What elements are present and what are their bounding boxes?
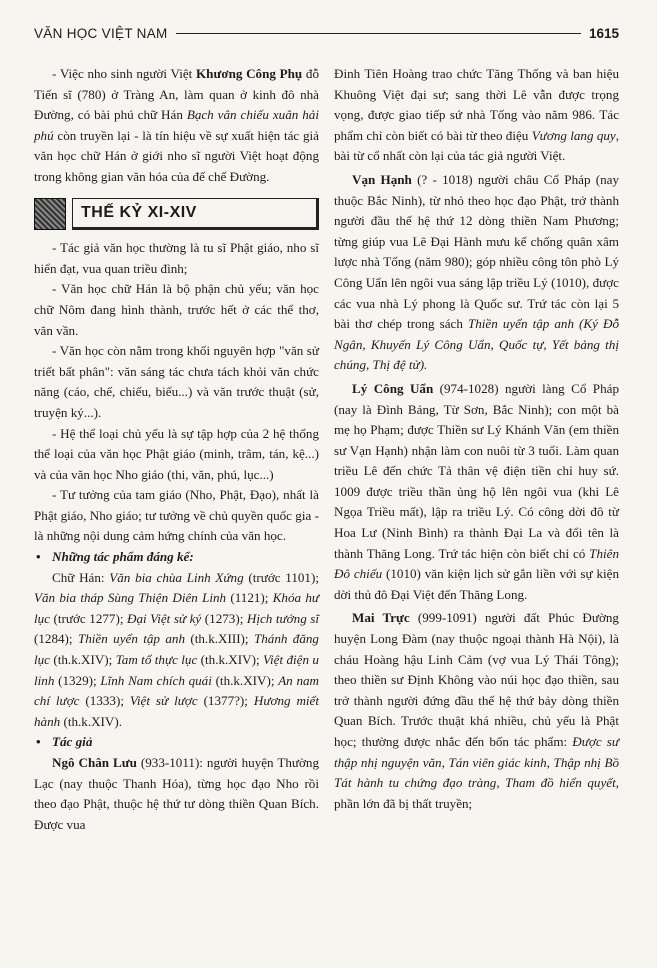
- decorative-pattern-icon: [34, 198, 66, 230]
- characteristic-5: - Tư tưởng của tam giáo (Nho, Phật, Đạo), nhất là Phật giáo, Nho giáo; tư tưởng về chủ quyền quốc gia - là những nội dung cảm hứng chính của văn học.: [34, 487, 319, 544]
- author-van-hanh: Vạn Hạnh (? - 1018) người châu Cổ Pháp (nay thuộc Bắc Ninh), từ nhỏ theo học đạo Phật, trở thành người đầu thế hệ thứ 12 dòng thiền Nam Phương; từng giúp vua Lê Đại Hành mưu kế chống quân xâm lược nhà Tống (năm 980); góp nhiều công tôn phò Lý Công Uẩn lên ngôi vua sáng lập triều Lý (1010), được các vua nhà Lý phong là Quốc sư. Trứ tác còn lại 5 bài thơ chép trong sách Thiền uyển tập anh (Ký Đỗ Ngân, Khuyến Lý Công Uẩn, Quốc tự, Yết bảng thị chúng, Thị đệ tử).: [334, 171, 619, 373]
- works-heading: • Những tác phẩm đáng kể:: [36, 547, 319, 568]
- authors-heading: • Tác giả: [36, 732, 319, 753]
- bullet-icon: •: [36, 549, 41, 565]
- author-ly-cong-uan: Lý Công Uẩn (974-1028) người làng Cổ Pháp (nay là Đình Bảng, Từ Sơn, Bắc Ninh); con một bà mẹ họ Phạm; được Thiền sư Lý Khánh Văn (em thiền sư Vạn Hạnh) nhận làm con nuôi từ 3 tuổi. Làm quan triều Lê đến chức Tả thân vệ điện tiền chỉ huy sứ. 1009 được triều thần ủng hộ lên ngôi vua (khi Lê Ngọa Triều mất), lập ra triều Lý. Có công dời đô từ Hoa Lư (Ninh Bình) ra thành Đại La và đổi tên là thành Thăng Long. Trứ tác hiện còn biết chỉ có Thiên Đô chiếu (1010) văn kiện lịch sử gắn liền với sự kiện dời thủ đô Đại Việt đến Thăng Long.: [334, 380, 619, 602]
- left-column: [34, 64, 319, 835]
- author-ngo-chan-luu: Ngô Chân Lưu (933-1011): người huyện Thường Lạc (nay thuộc Thanh Hóa), từng học đạo Nho rồi theo đạo Phật, thuộc hệ thứ tư dòng thiền Quan Bích. Được vua: [34, 755, 319, 832]
- header-title: VĂN HỌC VIỆT NAM: [34, 25, 168, 41]
- author-mai-truc: Mai Trực (999-1091) người đất Phúc Đường huyện Long Đàm (nay thuộc ngoại thành Hà Nội), là cháu Hoàng hậu Linh Cảm (vợ vua Lý Thái Tông); theo thiền sư Định Không vào núi học đạo thiền, sau trở thành người đứng đầu thế hệ thứ bảy dòng thiền Quan Bích. Trước thuật khá nhiều, chủ yếu là Phật học; thường được nhắc đến bốn tác phẩm: Được sư thập nhị nguyện văn, Tán viên giác kinh, Thập nhị Bồ Tát hành tu chứng đạo tràng, Tham đồ hiển quyết, phần lớn đã bị thất truyền;: [334, 610, 619, 811]
- works-list: Chữ Hán: Văn bia chùa Linh Xứng (trước 1101); Văn bia tháp Sùng Thiện Diên Linh (1121); Khóa hư lục (trước 1277); Đại Việt sử ký (1273); Hịch tướng sĩ (1284); Thiền uyển tập anh (th.k.XIII); Thánh đăng lục (th.k.XIV); Tam tổ thực lục (th.k.XIV); Việt điện u linh (1329); Lĩnh Nam chích quái (th.k.XIV); An nam chí lược (1333); Việt sử lược (1377?); Hương miết hành (th.k.XIV).: [34, 569, 320, 729]
- two-column-body: [34, 64, 619, 835]
- author-ngo-chan-luu-cont: Đinh Tiên Hoàng trao chức Tăng Thống và ban hiệu Khuông Việt đại sư; sang thời Lê vẫn được trọng vọng, được giao tiếp sứ nhà Tống vào năm 986. Tác phẩm chỉ còn biết có bài từ theo điệu Vương lang quy, bài từ cổ nhất còn lại của tác giả người Việt.: [334, 66, 620, 164]
- characteristic-4: - Hệ thể loại chủ yếu là sự tập hợp của 2 hệ thống thể loại của văn học Phật giáo (minh, trâm, tán, kệ...) và của văn học Nho giáo (thi, văn, phú, lục...): [34, 425, 319, 482]
- page-number: 1615: [588, 25, 619, 41]
- section-title: THẾ KỶ XI-XIV: [72, 198, 319, 231]
- right-column: [334, 64, 619, 835]
- section-heading: [34, 198, 319, 231]
- bullet-icon: •: [36, 734, 41, 750]
- characteristic-1: - Tác giả văn học thường là tu sĩ Phật giáo, nho sĩ hiển đạt, vua quan triều đình;: [34, 240, 319, 276]
- characteristic-2: - Văn học chữ Hán là bộ phận chủ yếu; văn học chữ Nôm đang hình thành, trước hết ở các thể thơ, văn vần.: [34, 281, 319, 338]
- running-header: [34, 22, 619, 44]
- header-rule: [176, 33, 581, 34]
- characteristic-3: - Văn học còn nằm trong khối nguyên hợp "văn sử triết bất phân": văn sáng tác chưa tách khỏi văn chức năng (cáo, chế, chiếu, biểu...) và văn trước thuật (sử, truyện ký...).: [34, 343, 319, 420]
- paragraph-khuong-cong-phu: - Việc nho sinh người Việt Khương Công Phụ đỗ Tiến sĩ (780) ở Tràng An, làm quan ở kinh đô nhà Đường, có bài phú chữ Hán Bạch vân chiếu xuân hải phú còn truyền lại - là tín hiệu về sự xuất hiện tác giả văn học chữ Hán ở giới nho sĩ người Việt hoạt động trong không gian văn hóa của đế chế Đường.: [34, 66, 319, 184]
